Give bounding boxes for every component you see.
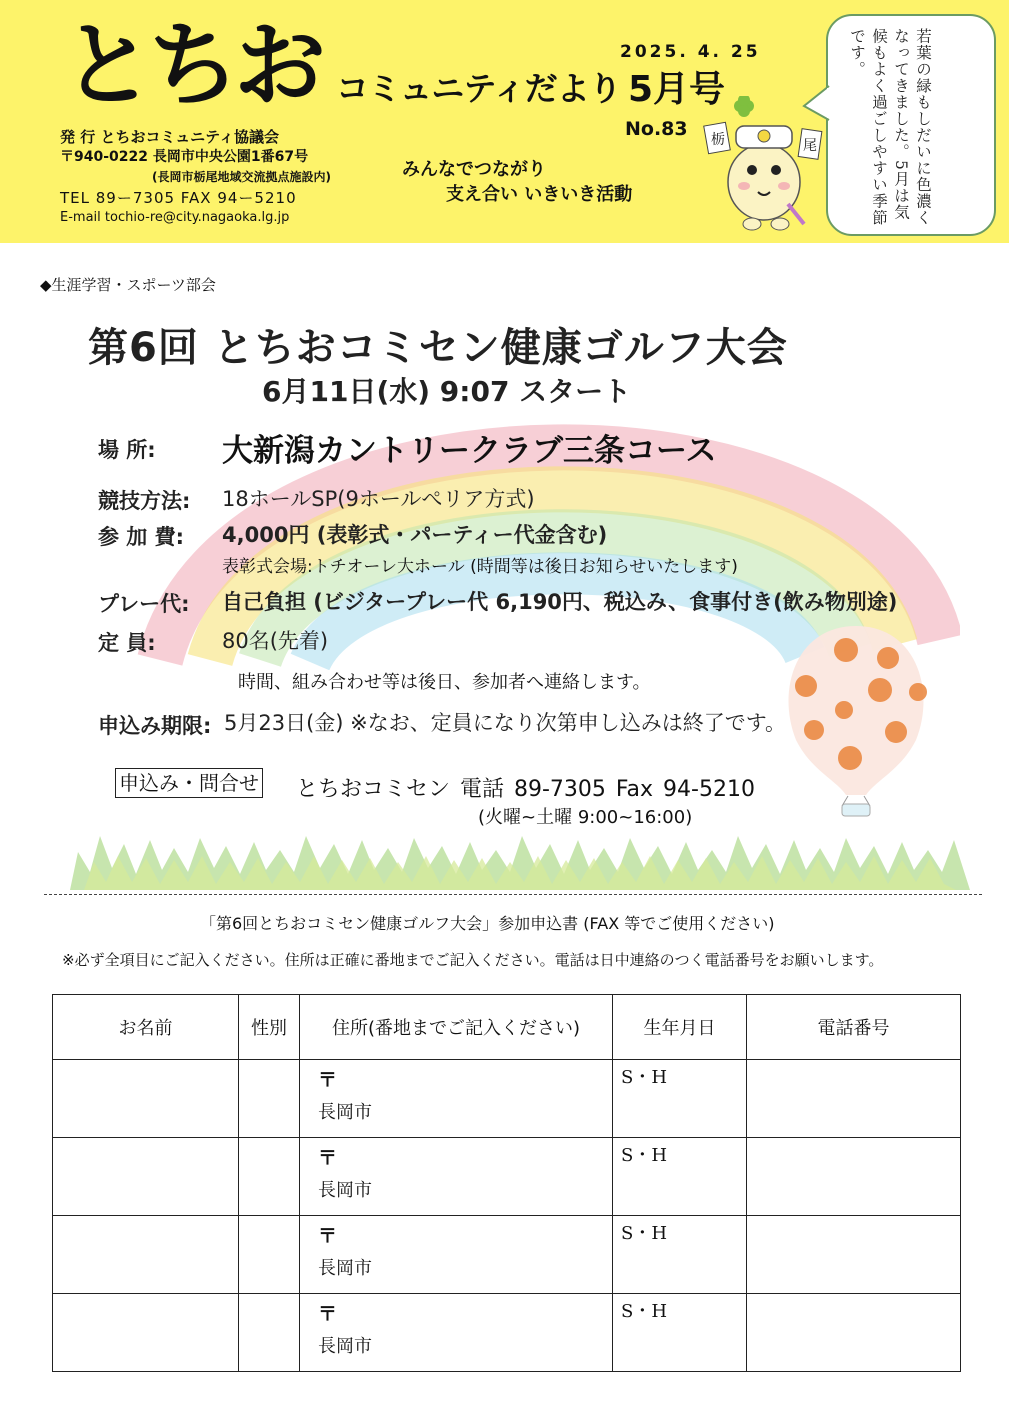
hot-air-balloon-icon <box>776 620 936 820</box>
venue-value: 大新潟カントリークラブ三条コース <box>222 433 717 469</box>
play-fee-label: プレー代: <box>98 592 190 616</box>
issue-month: 5月号 <box>628 69 726 110</box>
deadline-value: 5月23日(金) ※なお、定員になり次第申し込みは終了です。 <box>224 711 787 735</box>
phone-cell[interactable] <box>747 1060 961 1138</box>
table-header-row <box>53 995 961 1060</box>
deadline-label: 申込み期限: <box>98 714 212 738</box>
grass-illustration <box>70 822 970 892</box>
newsletter-subtitle: コミュニティだより <box>336 69 621 108</box>
event-date-time: 6月11日(水) 9:07 スタート <box>262 375 632 408</box>
capacity-label: 定 員: <box>98 631 156 655</box>
issue-date: 2025. 4. 25 <box>620 42 761 62</box>
department-label: ◆生涯学習・スポーツ部会 <box>40 276 216 294</box>
publisher-facility: (長岡市栃尾地域交流拠点施設内) <box>152 170 331 184</box>
era-options: S・H <box>621 1145 668 1166</box>
capacity-value: 80名(先着) <box>222 629 329 653</box>
postal-mark: 〒 <box>318 1225 338 1247</box>
column-header-phone: 電話番号 <box>747 995 961 1060</box>
table-row <box>53 1060 961 1138</box>
capacity-note: 時間、組み合わせ等は後日、参加者へ連絡します。 <box>238 672 651 693</box>
name-cell[interactable] <box>53 1138 239 1216</box>
column-header-name: お名前 <box>53 995 239 1060</box>
bubble-greeting: 若葉の緑もしだいに色濃くなってきました。5月は気候もよく過ごしやすい季節です。 <box>848 28 932 226</box>
form-title: 「第6回とちおコミセン健康ゴルフ大会」参加申込書 (FAX 等でご使用ください) <box>200 914 775 933</box>
mascot-sign-right: 尾 <box>803 138 817 154</box>
method-value: 18ホールSP(9ホールぺリア方式) <box>222 487 535 511</box>
mascot-sign-left: 栃 <box>711 132 725 148</box>
city-label: 長岡市 <box>318 1336 372 1357</box>
publisher-email: E-mail tochio-re@city.nagaoka.lg.jp <box>60 210 290 225</box>
column-header-birthdate: 生年月日 <box>613 995 747 1060</box>
gender-cell[interactable] <box>239 1294 300 1372</box>
table-row <box>53 1216 961 1294</box>
name-cell[interactable] <box>53 1294 239 1372</box>
phone-cell[interactable] <box>747 1294 961 1372</box>
city-label: 長岡市 <box>318 1102 372 1123</box>
venue-label: 場 所: <box>98 438 156 462</box>
fee-value: 4,000円 (表彰式・パーティー代金含む) <box>222 523 608 547</box>
slogan-line-1: みんなでつながり <box>402 159 546 180</box>
slogan-line-2: 支え合い いきいき活動 <box>446 184 633 205</box>
postal-mark: 〒 <box>318 1069 338 1091</box>
phone-cell[interactable] <box>747 1138 961 1216</box>
birthdate-cell[interactable] <box>613 1060 747 1138</box>
column-header-address: 住所(番地までご記入ください) <box>300 995 613 1060</box>
era-options: S・H <box>621 1301 668 1322</box>
speech-bubble-tail <box>802 84 830 124</box>
address-cell[interactable] <box>300 1216 613 1294</box>
name-cell[interactable] <box>53 1060 239 1138</box>
publisher-tel-fax: TEL 89ー7305 FAX 94ー5210 <box>60 189 297 207</box>
play-fee-value: 自己負担 (ビジタープレー代 6,190円、税込み、食事付き(飲み物別途) <box>222 590 898 614</box>
event-title: 第6回 とちおコミセン健康ゴルフ大会 <box>88 325 788 371</box>
address-cell[interactable] <box>300 1060 613 1138</box>
table-row <box>53 1138 961 1216</box>
gender-cell[interactable] <box>239 1060 300 1138</box>
birthdate-cell[interactable] <box>613 1138 747 1216</box>
postal-mark: 〒 <box>318 1147 338 1169</box>
name-cell[interactable] <box>53 1216 239 1294</box>
contact-info: とちおコミセン 電話 89-7305 Fax 94-5210 <box>296 777 755 802</box>
era-options: S・H <box>621 1067 668 1088</box>
method-label: 競技方法: <box>98 489 191 513</box>
newsletter-title: とちお <box>62 12 321 119</box>
address-cell[interactable] <box>300 1294 613 1372</box>
birthdate-cell[interactable] <box>613 1294 747 1372</box>
fee-label: 参 加 費: <box>98 525 185 549</box>
city-label: 長岡市 <box>318 1258 372 1279</box>
cut-line <box>44 894 982 895</box>
phone-cell[interactable] <box>747 1216 961 1294</box>
table-row <box>53 1294 961 1372</box>
city-label: 長岡市 <box>318 1180 372 1201</box>
birthdate-cell[interactable] <box>613 1216 747 1294</box>
address-cell[interactable] <box>300 1138 613 1216</box>
gender-cell[interactable] <box>239 1216 300 1294</box>
postal-mark: 〒 <box>318 1303 338 1325</box>
publisher: 発 行 とちおコミュニティ協議会 <box>60 128 279 146</box>
publisher-address: 〒940-0222 長岡市中央公園1番67号 <box>60 149 309 165</box>
gender-cell[interactable] <box>239 1138 300 1216</box>
contact-label: 申込み・問合せ <box>115 768 263 798</box>
era-options: S・H <box>621 1223 668 1244</box>
clover-icon <box>734 96 754 117</box>
fee-note: 表彰式会場:トチオーレ大ホール (時間等は後日お知らせいたします) <box>222 557 738 577</box>
contact-hours: (火曜~土曜 9:00~16:00) <box>478 807 693 828</box>
application-form-table <box>52 994 961 1372</box>
form-note: ※必ず全項目にご記入ください。住所は正確に番地までご記入ください。電話は日中連絡のつく電話番号をお願いします。 <box>62 951 884 969</box>
issue-number: No.83 <box>625 118 688 140</box>
column-header-gender: 性別 <box>239 995 300 1060</box>
